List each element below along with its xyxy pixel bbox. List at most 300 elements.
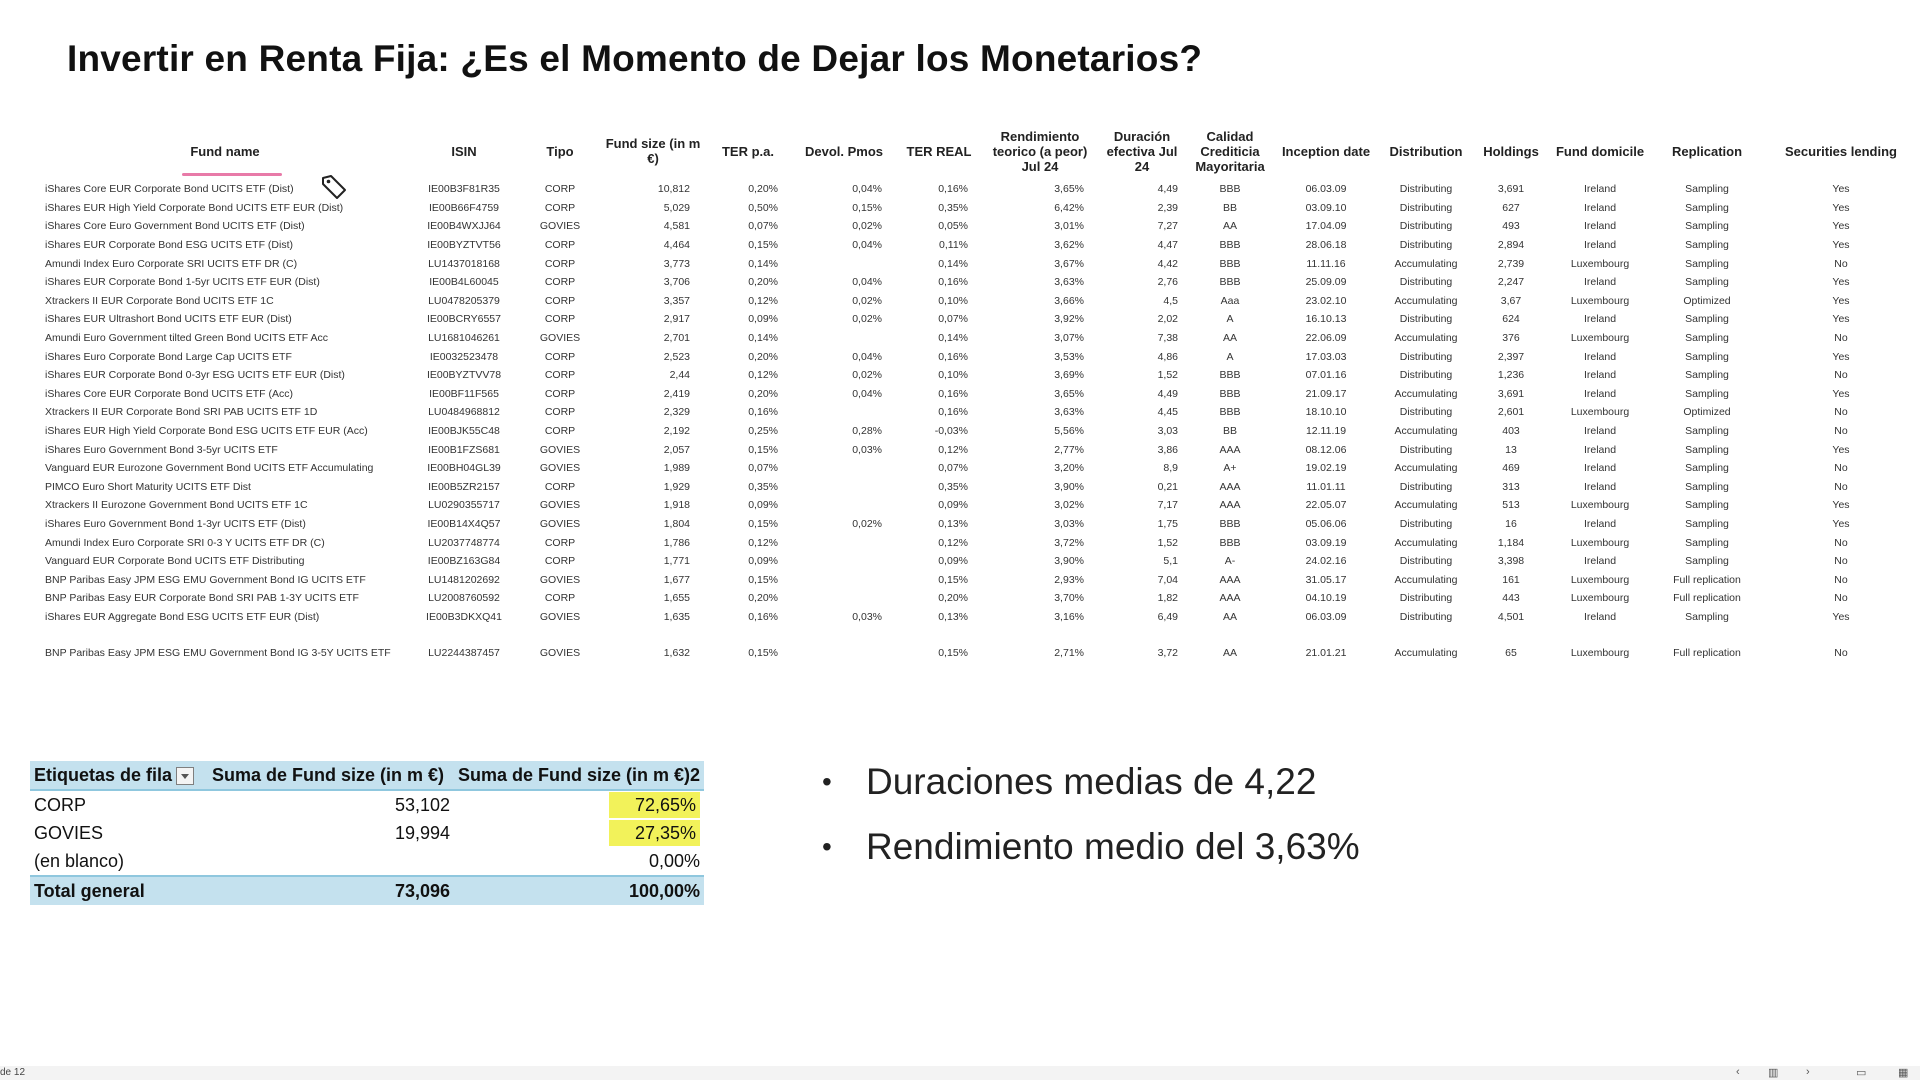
cell-dom: Ireland	[1583, 183, 1617, 196]
cell-sec: Yes	[1832, 517, 1850, 530]
cell-dist: Accumulating	[1394, 646, 1458, 659]
cell-cal: AAA	[1219, 480, 1241, 493]
cell-rep: Sampling	[1685, 387, 1729, 400]
pivot-header-row	[30, 761, 704, 790]
cell-dist: Distributing	[1399, 610, 1453, 623]
pivot-row-label: CORP	[34, 794, 87, 815]
cell-date: 22.06.09	[1305, 332, 1347, 345]
cell-rend: 3,02%	[1054, 499, 1084, 512]
column-header-name: Fund name	[190, 143, 260, 159]
cell-isin: IE00B14X4Q57	[427, 517, 501, 530]
cell-dur: 7,04	[1157, 573, 1178, 586]
cell-tipo: GOVIES	[539, 610, 581, 623]
cell-dur: 0,21	[1157, 480, 1178, 493]
cell-name: iShares Core Euro Government Bond UCITS ETF (Dist)	[45, 220, 305, 233]
cell-dom: Ireland	[1583, 517, 1617, 530]
cell-dev: 0,02%	[852, 220, 882, 233]
cell-tipo: CORP	[544, 294, 576, 307]
cell-ter: 0,07%	[748, 462, 778, 475]
cell-tipo: GOVIES	[539, 332, 581, 345]
table-row	[40, 217, 1920, 236]
cell-name: iShares EUR High Yield Corporate Bond ESG UCITS ETF EUR (Acc)	[45, 425, 368, 438]
cell-tipo: CORP	[544, 536, 576, 549]
cell-real: 0,11%	[939, 239, 968, 252]
cell-cal: AA	[1222, 220, 1237, 233]
cell-sec: Yes	[1832, 294, 1850, 307]
table-row	[40, 570, 1920, 589]
cell-isin: LU1681046261	[428, 332, 500, 345]
cell-rep: Sampling	[1685, 610, 1729, 623]
cell-sec: No	[1834, 573, 1848, 586]
cell-tipo: GOVIES	[539, 646, 581, 659]
cell-rend: 6,42%	[1054, 201, 1084, 214]
cell-rep: Full replication	[1673, 646, 1741, 659]
cell-size: 1,989	[663, 462, 690, 475]
cell-size: 1,918	[663, 499, 690, 512]
cell-size: 3,706	[663, 276, 690, 289]
cell-real: 0,16%	[938, 183, 968, 196]
cell-name: iShares EUR Corporate Bond 1-5yr UCITS ETF EUR (Dist)	[45, 276, 320, 289]
cell-sec: No	[1834, 646, 1848, 659]
table-row	[40, 385, 1920, 404]
cell-rep: Sampling	[1685, 220, 1729, 233]
cell-dist: Distributing	[1399, 592, 1453, 605]
cell-date: 18.10.10	[1305, 406, 1347, 419]
cell-rep: Optimized	[1683, 294, 1731, 307]
cell-dur: 4,42	[1157, 257, 1178, 270]
cell-date: 31.05.17	[1305, 573, 1347, 586]
cell-dev	[792, 496, 896, 515]
cell-date: 04.10.19	[1305, 592, 1347, 605]
cell-rep: Sampling	[1685, 350, 1729, 363]
pivot-row	[30, 819, 704, 847]
cell-isin: IE00BYZTVT56	[427, 239, 501, 252]
slide-counter: de 12	[0, 1067, 26, 1078]
cell-real: 0,13%	[938, 610, 968, 623]
cell-dist: Accumulating	[1394, 573, 1458, 586]
cell-cal: BBB	[1219, 276, 1241, 289]
cell-size: 2,329	[663, 406, 690, 419]
cell-dev: 0,04%	[852, 350, 882, 363]
cell-name: iShares Euro Corporate Bond Large Cap UCITS ETF	[45, 350, 292, 363]
cell-rend: 3,63%	[1054, 276, 1084, 289]
table-row	[40, 440, 1920, 459]
cell-name: BNP Paribas Easy EUR Corporate Bond SRI PAB 1-3Y UCITS ETF	[45, 592, 359, 605]
fund-table-body	[40, 180, 1920, 662]
pivot-total-percent: 100,00%	[454, 876, 704, 905]
cell-date: 06.03.09	[1305, 183, 1347, 196]
cell-dist: Distributing	[1399, 350, 1453, 363]
cell-isin: LU2008760592	[428, 592, 500, 605]
cell-name: PIMCO Euro Short Maturity UCITS ETF Dist	[45, 480, 251, 493]
cell-cal: AA	[1222, 610, 1237, 623]
cell-date: 17.03.03	[1305, 350, 1347, 363]
cell-cal: BBB	[1219, 406, 1241, 419]
cell-date: 22.05.07	[1305, 499, 1347, 512]
cell-dev	[792, 254, 896, 273]
cell-hold: 161	[1502, 573, 1520, 586]
table-row	[40, 273, 1920, 292]
cell-rep: Sampling	[1685, 183, 1729, 196]
cell-hold: 1,236	[1497, 369, 1525, 382]
cell-rep: Sampling	[1685, 332, 1729, 345]
cell-real: 0,09%	[938, 499, 968, 512]
table-row	[40, 366, 1920, 385]
cell-name: Amundi Index Euro Corporate SRI 0-3 Y UCITS ETF DR (C)	[45, 536, 325, 549]
cell-cal: BB	[1222, 201, 1237, 214]
cell-tipo: CORP	[544, 257, 576, 270]
cell-rep: Sampling	[1685, 257, 1729, 270]
cell-ter: 0,09%	[748, 555, 778, 568]
pivot-row-label: (en blanco)	[34, 850, 125, 871]
summary-bullets	[822, 756, 1360, 886]
pivot-row	[30, 847, 704, 876]
cell-isin: IE00BF11F565	[429, 387, 499, 400]
cell-rep: Sampling	[1685, 480, 1729, 493]
cell-hold: 2,247	[1497, 276, 1525, 289]
cell-hold: 4,501	[1497, 610, 1525, 623]
table-row	[40, 552, 1920, 571]
cell-real: 0,10%	[938, 294, 968, 307]
cell-ter: 0,07%	[748, 220, 778, 233]
cell-real: 0,16%	[938, 406, 968, 419]
cell-hold: 2,397	[1497, 350, 1525, 363]
cell-isin: LU0290355717	[428, 499, 500, 512]
cell-sec: No	[1834, 406, 1848, 419]
cell-hold: 376	[1502, 332, 1520, 345]
cell-ter: 0,16%	[748, 406, 778, 419]
cell-tipo: CORP	[544, 369, 576, 382]
cell-tipo: CORP	[544, 387, 576, 400]
cell-sec: No	[1834, 480, 1848, 493]
cell-size: 1,632	[663, 646, 690, 659]
cell-dur: 5,1	[1163, 555, 1178, 568]
cell-dur: 7,27	[1157, 220, 1178, 233]
cell-hold: 3,398	[1497, 555, 1525, 568]
cell-real: 0,07%	[938, 313, 968, 326]
cell-isin: LU0478205379	[428, 294, 500, 307]
cell-dom: Ireland	[1583, 350, 1617, 363]
cell-isin: LU1437018168	[428, 257, 500, 270]
cell-dur: 1,82	[1157, 592, 1178, 605]
notes-icon[interactable]: ▥	[1768, 1067, 1779, 1079]
table-row	[40, 422, 1920, 441]
cell-rep: Sampling	[1685, 369, 1729, 382]
cell-real: 0,09%	[938, 555, 968, 568]
cell-tipo: GOVIES	[539, 220, 581, 233]
pivot-total-sum: 73,096	[208, 876, 454, 905]
cell-sec: No	[1834, 332, 1848, 345]
cell-sec: Yes	[1832, 610, 1850, 623]
cell-cal: A	[1226, 350, 1234, 363]
cell-rend: 3,53%	[1054, 350, 1084, 363]
cell-ter: 0,16%	[748, 610, 778, 623]
cell-tipo: CORP	[544, 480, 576, 493]
cell-dom: Luxembourg	[1570, 592, 1630, 605]
cell-dist: Distributing	[1399, 555, 1453, 568]
cell-rend: 3,67%	[1054, 257, 1084, 270]
cell-dist: Accumulating	[1394, 257, 1458, 270]
column-header-isin: ISIN	[451, 143, 477, 159]
cell-sec: Yes	[1832, 350, 1850, 363]
cell-ter: 0,14%	[748, 257, 778, 270]
cell-tipo: CORP	[544, 592, 576, 605]
column-header-real: TER REAL	[906, 143, 972, 159]
cell-dur: 4,49	[1157, 387, 1178, 400]
cell-ter: 0,14%	[748, 332, 778, 345]
cell-tipo: GOVIES	[539, 573, 581, 586]
tag-icon	[319, 172, 349, 202]
cell-isin: IE00B3DKXQ41	[426, 610, 502, 623]
table-row	[40, 236, 1920, 255]
cell-tipo: GOVIES	[539, 462, 581, 475]
cell-hold: 1,184	[1497, 536, 1525, 549]
fund-table	[40, 122, 1920, 662]
cell-dist: Accumulating	[1394, 387, 1458, 400]
cell-date: 21.01.21	[1305, 646, 1347, 659]
pivot-row-label: GOVIES	[34, 822, 104, 843]
cell-size: 1,635	[663, 610, 690, 623]
filter-dropdown-icon[interactable]	[176, 767, 194, 785]
cell-real: 0,07%	[938, 462, 968, 475]
cell-dev	[792, 552, 896, 571]
cell-date: 23.02.10	[1305, 294, 1347, 307]
cell-ter: 0,25%	[748, 425, 778, 438]
cell-rend: 3,69%	[1054, 369, 1084, 382]
cell-dist: Distributing	[1399, 183, 1453, 196]
cell-cal: BBB	[1219, 517, 1241, 530]
status-bar	[0, 1066, 1920, 1080]
cell-sec: Yes	[1832, 313, 1850, 326]
cell-dom: Ireland	[1583, 555, 1617, 568]
cell-dur: 2,39	[1157, 201, 1178, 214]
table-row	[40, 292, 1920, 311]
cell-date: 21.09.17	[1305, 387, 1347, 400]
cell-hold: 627	[1502, 201, 1520, 214]
cell-dist: Distributing	[1399, 313, 1453, 326]
cell-date: 16.10.13	[1305, 313, 1347, 326]
cell-dom: Luxembourg	[1570, 406, 1630, 419]
cell-rep: Optimized	[1683, 406, 1731, 419]
cell-sec: No	[1834, 425, 1848, 438]
cell-isin: LU0484968812	[428, 406, 500, 419]
cell-isin: IE00B1FZS681	[428, 443, 500, 456]
cell-name: Amundi Euro Government tilted Green Bond UCITS ETF Acc	[45, 332, 329, 345]
cell-dev: 0,02%	[852, 369, 882, 382]
cell-sec: Yes	[1832, 387, 1850, 400]
slide-sorter-icon[interactable]: ▦	[1898, 1067, 1909, 1079]
table-row	[40, 254, 1920, 273]
cell-date: 03.09.10	[1305, 201, 1347, 214]
cell-hold: 493	[1502, 220, 1520, 233]
cell-hold: 3,67	[1500, 294, 1522, 307]
prev-slide-icon[interactable]: ‹	[1736, 1066, 1740, 1078]
pivot-row-sum: 19,994	[394, 822, 450, 843]
cell-dur: 8,9	[1163, 462, 1178, 475]
pivot-row-sum	[208, 847, 454, 876]
pivot-percent-highlight: 72,65%	[609, 792, 700, 818]
cell-ter: 0,12%	[748, 294, 778, 307]
cell-dev: 0,15%	[852, 201, 882, 214]
cell-dist: Accumulating	[1394, 425, 1458, 438]
column-header-tipo: Tipo	[546, 143, 574, 159]
table-row	[40, 310, 1920, 329]
cell-sec: No	[1834, 462, 1848, 475]
cell-real: 0,20%	[938, 592, 968, 605]
cell-rep: Sampling	[1685, 499, 1729, 512]
next-slide-icon[interactable]: ›	[1806, 1066, 1810, 1078]
pivot-header-label: Etiquetas de fila	[34, 764, 173, 785]
cell-dist: Distributing	[1399, 480, 1453, 493]
table-row	[40, 403, 1920, 422]
cell-isin: IE00BH04GL39	[427, 462, 501, 475]
cell-size: 1,655	[663, 592, 690, 605]
cell-dom: Luxembourg	[1570, 646, 1630, 659]
cell-cal: AAA	[1219, 499, 1241, 512]
cell-name: iShares EUR High Yield Corporate Bond UCITS ETF EUR (Dist)	[45, 201, 344, 214]
cell-size: 1,677	[663, 573, 690, 586]
pivot-header-sum: Suma de Fund size (in m €)	[208, 761, 454, 790]
cell-dom: Luxembourg	[1570, 257, 1630, 270]
cell-dur: 2,76	[1157, 276, 1178, 289]
table-row	[40, 643, 1920, 662]
column-header-size: Fund size (in m €)	[605, 136, 701, 166]
cell-cal: BBB	[1219, 257, 1241, 270]
cell-rend: 3,16%	[1054, 610, 1084, 623]
cell-dev: 0,03%	[852, 610, 882, 623]
cell-tipo: CORP	[544, 183, 576, 196]
cell-tipo: GOVIES	[539, 517, 581, 530]
cell-tipo: CORP	[544, 239, 576, 252]
cell-sec: Yes	[1832, 183, 1850, 196]
cell-rep: Sampling	[1685, 425, 1729, 438]
cell-dev: 0,04%	[852, 276, 882, 289]
cell-size: 2,701	[663, 332, 690, 345]
cell-size: 2,057	[663, 443, 690, 456]
cell-ter: 0,09%	[748, 313, 778, 326]
cell-dist: Accumulating	[1394, 294, 1458, 307]
table-row	[40, 329, 1920, 348]
cell-rend: 3,03%	[1054, 517, 1084, 530]
pivot-row-percent	[454, 819, 704, 847]
cell-size: 1,786	[663, 536, 690, 549]
cell-dur: 7,38	[1157, 332, 1178, 345]
spacer-cell	[40, 626, 1920, 643]
cell-dom: Ireland	[1583, 610, 1617, 623]
table-row	[40, 589, 1920, 608]
cell-dur: 4,5	[1163, 294, 1178, 307]
cell-ter: 0,20%	[748, 183, 778, 196]
cell-name: iShares EUR Corporate Bond 0-3yr ESG UCITS ETF EUR (Dist)	[45, 369, 345, 382]
cell-dom: Ireland	[1583, 480, 1617, 493]
column-header-dev: Devol. Pmos	[804, 143, 884, 159]
cell-dom: Luxembourg	[1570, 573, 1630, 586]
cell-sec: Yes	[1832, 220, 1850, 233]
cell-cal: BBB	[1219, 239, 1241, 252]
cell-rend: 3,62%	[1054, 239, 1084, 252]
column-header-dur: Duración efectiva Jul 24	[1106, 128, 1178, 174]
cell-date: 05.06.06	[1305, 517, 1347, 530]
table-row	[40, 347, 1920, 366]
cell-isin: IE00BZ163G84	[427, 555, 501, 568]
cell-rep: Sampling	[1685, 462, 1729, 475]
normal-view-icon[interactable]: ▭	[1856, 1067, 1867, 1079]
cell-dur: 4,49	[1157, 183, 1178, 196]
table-row	[40, 478, 1920, 497]
bullet-item: • Rendimiento medio del 3,63%	[822, 821, 1360, 886]
cell-dev	[792, 570, 896, 589]
cell-dev	[792, 478, 896, 497]
cell-size: 1,771	[663, 555, 690, 568]
cell-isin: LU2037748774	[428, 536, 500, 549]
cell-rep: Full replication	[1673, 573, 1741, 586]
cell-tipo: CORP	[544, 276, 576, 289]
pivot-total-row	[30, 876, 704, 905]
column-header-date: Inception date	[1281, 143, 1371, 159]
table-row	[40, 515, 1920, 534]
cell-dur: 6,49	[1157, 610, 1178, 623]
cell-dev	[792, 643, 896, 662]
cell-real: 0,13%	[938, 517, 968, 530]
cell-hold: 2,894	[1497, 239, 1525, 252]
cell-hold: 403	[1502, 425, 1520, 438]
pivot-header-row-labels[interactable]	[30, 761, 208, 790]
cell-real: 0,16%	[938, 276, 968, 289]
table-spacer-row	[40, 626, 1920, 643]
cell-rep: Sampling	[1685, 517, 1729, 530]
cell-rep: Sampling	[1685, 313, 1729, 326]
cell-dev: 0,04%	[852, 239, 882, 252]
cell-name: iShares Core EUR Corporate Bond UCITS ETF (Dist)	[45, 183, 294, 196]
cell-date: 11.11.16	[1306, 257, 1346, 270]
cell-rend: 3,92%	[1054, 313, 1084, 326]
cell-rend: 3,70%	[1054, 592, 1084, 605]
cell-ter: 0,20%	[748, 387, 778, 400]
cell-cal: BB	[1222, 425, 1237, 438]
cell-rep: Sampling	[1685, 555, 1729, 568]
cell-rend: 3,72%	[1054, 536, 1084, 549]
cell-isin: IE00B3F81R35	[428, 183, 500, 196]
cell-tipo: CORP	[544, 406, 576, 419]
cell-isin: LU2244387457	[428, 646, 500, 659]
cell-rend: 3,20%	[1054, 462, 1084, 475]
cell-dom: Ireland	[1583, 425, 1617, 438]
cell-isin: IE00BJK55C48	[428, 425, 500, 438]
cell-cal: Aaa	[1220, 294, 1240, 307]
cell-rend: 3,01%	[1054, 220, 1084, 233]
cell-dev: 0,02%	[852, 517, 882, 530]
cell-dom: Luxembourg	[1570, 294, 1630, 307]
pivot-row-sum: 53,102	[394, 794, 450, 815]
cell-name: iShares Euro Government Bond 3-5yr UCITS ETF	[45, 443, 278, 456]
cell-hold: 3,691	[1497, 387, 1525, 400]
cell-name: iShares EUR Ultrashort Bond UCITS ETF EUR (Dist)	[45, 313, 292, 326]
cell-rend: 3,63%	[1054, 406, 1084, 419]
cell-size: 2,192	[663, 425, 690, 438]
cell-ter: 0,35%	[748, 480, 778, 493]
cell-isin: IE00B4L60045	[429, 276, 499, 289]
cell-rend: 3,65%	[1054, 183, 1084, 196]
cell-dist: Distributing	[1399, 406, 1453, 419]
cell-ter: 0,15%	[748, 239, 778, 252]
cell-tipo: CORP	[544, 313, 576, 326]
column-header-dom: Fund domicile	[1555, 143, 1645, 159]
cell-hold: 65	[1505, 646, 1517, 659]
cell-date: 03.09.19	[1305, 536, 1347, 549]
cell-rend: 3,65%	[1054, 387, 1084, 400]
column-header-hold: Holdings	[1483, 143, 1539, 159]
cell-ter: 0,12%	[748, 369, 778, 382]
